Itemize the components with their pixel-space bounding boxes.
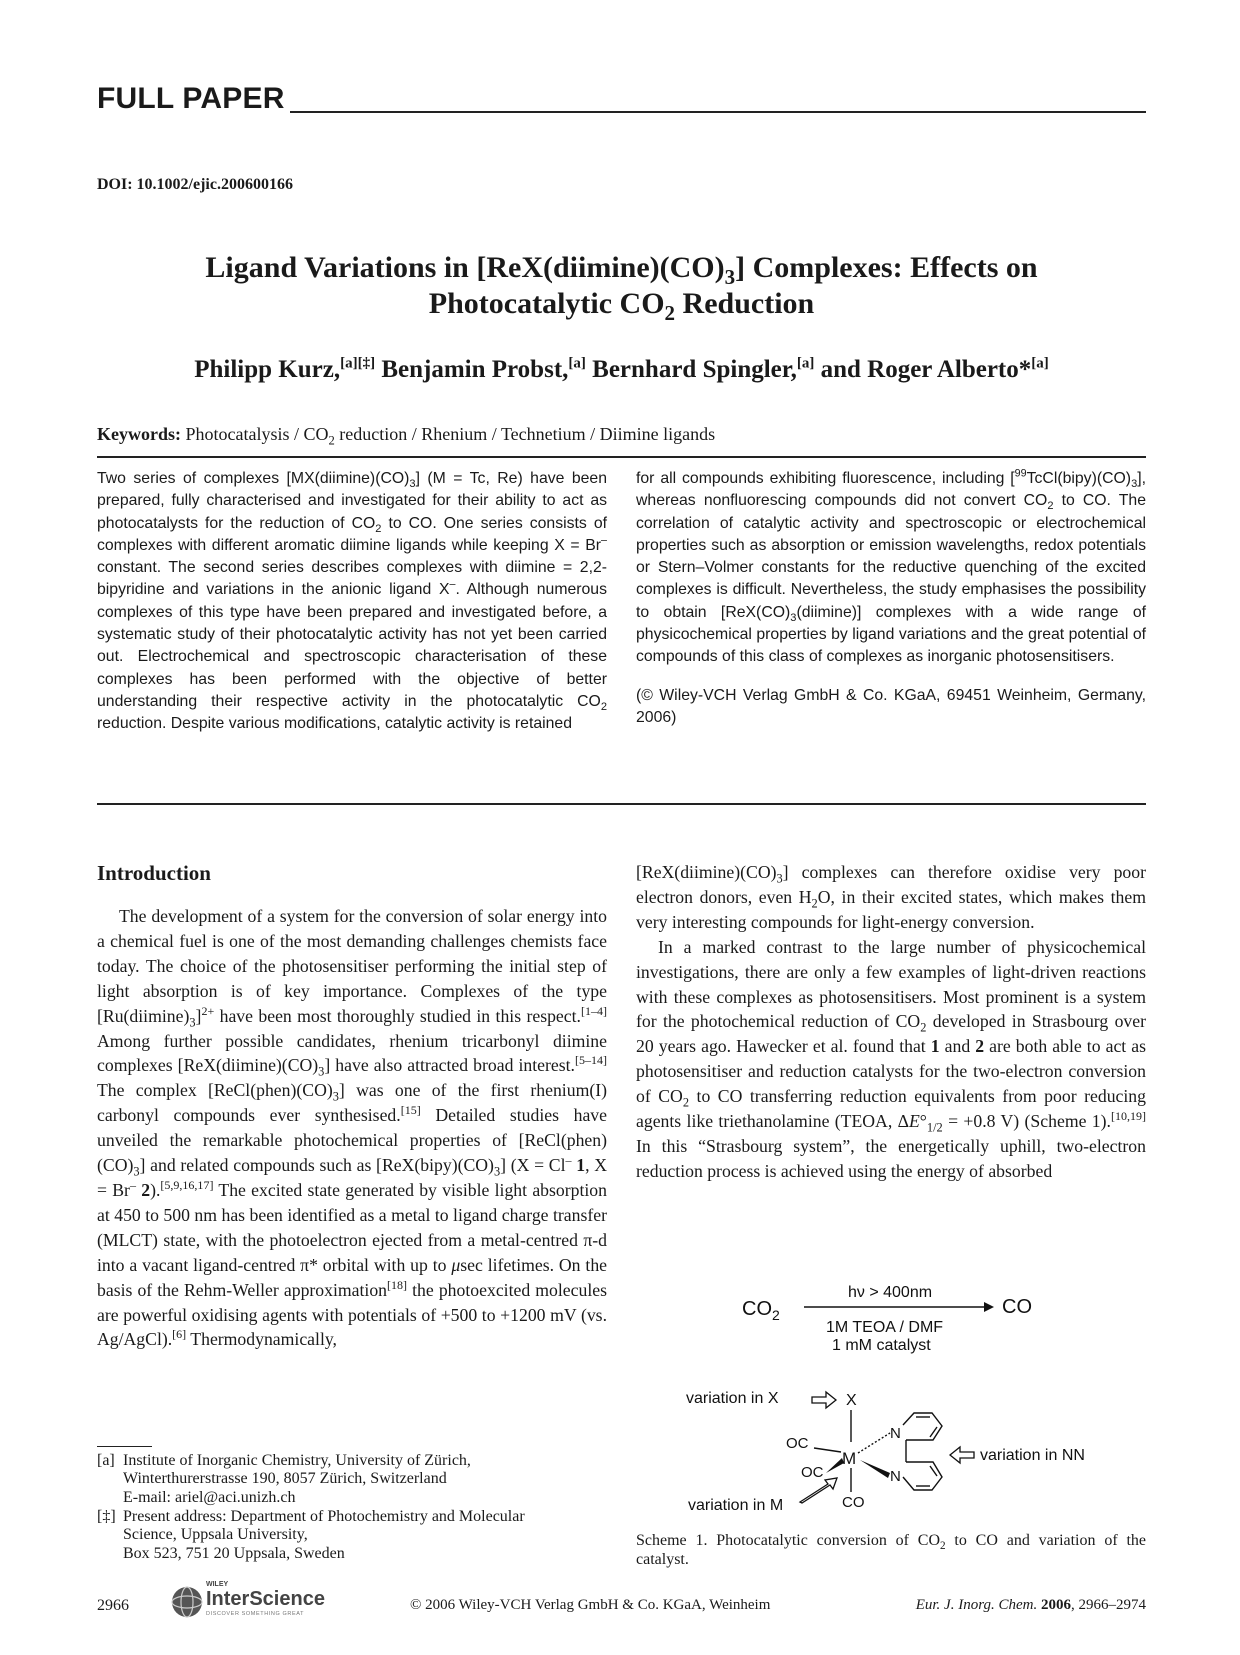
author: Benjamin Probst, [375,356,569,383]
variation-nn-label: variation in NN [980,1447,1085,1464]
open-arrow-icon [812,1392,836,1408]
footnote-present-address: [‡] Present address: Department of Photochemistry and Molecular Science, Uppsala University, Box 523, 751 20 Uppsala, Sweden [97,1508,525,1562]
intro-right-column [636,860,1146,1184]
footer-copyright: © 2006 Wiley-VCH Verlag GmbH & Co. KGaA, Weinheim [410,1597,771,1613]
abstract-left: Two series of complexes $[MX(diimine)(CO)_3] (M = Tc$, Re) have been prepared, fully characterised and investigated for their ability to act as photocatalysts for the reduction of $CO_2$ to CO. One series consists of complexes with different aromatic diimine ligands while keeping X = Br– constant. The second series describes complexes with diimine = 2,2-bipyridine and variations in the anionic ligand X–. Although numerous complexes of this type have been prepared and investigated before, a systematic study of their photocatalytic activity has not yet been carried out. Electrochemical and spectroscopic characterisation of these complexes has been performed with the objective of better understanding their respective activity in the photocatalytic $CO_2$ reduction. Despite various modifications, catalytic activity is retained [97,470,607,733]
affiliation-mark: [a][‡] [340,355,376,372]
open-arrow-icon [950,1447,974,1463]
keywords: Keywords: Photocatalysis / $CO_2$ reduction / Rhenium / Technetium / Diimine ligands [97,424,716,448]
keywords-rule [97,456,1146,458]
footnote-a: [a] Institute of Inorganic Chemistry, University of Zürich, Winterthurerstrasse 190, 8057 Zürich, Switzerland E-mail: ariel@aci.unizh.ch [97,1452,471,1506]
arrow-head [984,1302,994,1312]
footnote-rule [97,1446,152,1447]
author-list [97,356,1146,384]
affiliation-mark: [a] [796,355,815,372]
section-heading: Introduction [97,861,211,885]
hashed-bond-n1 [858,1433,890,1453]
scheme-caption: Scheme 1. Photocatalytic conversion of $CO_2$ to CO and variation of the catalyst. [636,1532,1147,1568]
abstract-rule [97,803,1146,805]
header-rule [290,111,1146,113]
product-label: CO [1002,1296,1032,1318]
author: Bernhard Spingler, [585,356,797,383]
bond-m-oc1 [814,1448,841,1452]
variation-m-label: variation in M [688,1497,784,1514]
interscience-logo: WILEY InterScience DISCOVER SOMETHING GREAT [170,1581,340,1621]
variation-x-label: variation in X [686,1390,779,1407]
condition-catalyst: 1 mM catalyst [832,1337,931,1354]
atom-n-2: N [890,1468,901,1485]
intro-paragraph-2: $[ReX(diimine)(CO)_3]$ complexes can therefore oxidise very poor electron donors, even $H_2O$, in their excited states, which makes them very interesting compounds for light-energy conversion. [636,862,1146,932]
intro-paragraph-1: The development of a system for the conversion of solar energy into a chemical fuel is one of the most demanding challenges chemists face today. The choice of the photosensitiser performing the initial step of light absorption is of key importance. Complexes of the type $[Ru(diimine)_3]^{2+}$ have been most thoroughly studied in this respect.[1–4] Among further possible candidates, rhenium tricarbonyl diimine complexes $[ReX(diimine)(CO)_3]$ have also attracted broad interest.[5–14] The complex $[ReCl(phen)(CO)_3]$ was one of the first rhenium(I) carbonyl compounds ever synthesised.[15] Detailed studies have unveiled the remarkable photochemical properties of $[ReCl(phen)(CO)_3]$ and related compounds such as $[ReX(bipy)(CO)_3] (X = Cl^-$ 1, X = Br– 2).[5,9,16,17] The excited state generated by visible light absorption at 450 to 500 nm has been identified as a metal to ligand charge transfer (MLCT) state, with the photoelectron ejected from a metal-centred π-d into a vacant ligand-centred π* orbital with up to μsec lifetimes. On the basis of the Rehm-Weller approximation[18] the photoexcited molecules are powerful oxidising agents with potentials of +500 to +1200 mV (vs. Ag/AgCl).[6] Thermodynamically, [97,906,608,1350]
open-arrow-icon [800,1478,837,1503]
atom-x: X [846,1392,857,1409]
affiliation-mark: [a] [1031,355,1049,372]
page-number: 2966 [97,1597,129,1614]
atom-oc-1: OC [786,1435,809,1452]
abstract-copyright: (© Wiley-VCH Verlag GmbH & Co. KGaA, 69451 Weinheim, Germany, 2006) [636,686,1146,726]
reactant-label: $CO_2$ [742,1298,780,1323]
intro-paragraph-3: In a marked contrast to the large number of physicochemical investigations, there are only a few examples of light-driven reactions with these complexes as photosensitisers. Most prominent is a system for the photochemical reduction of $CO_2$ developed in Strasbourg over 20 years ago. Hawecker et al. found that 1 and 2 are both able to act as photosensitiser and reduction catalysts for the two-electron conversion of $CO_2$ to CO transferring reduction equivalents from poor reducing agents like triethanolamine (TEOA, $\Delta E^\circ_{1/2} = +0.8$ V) (Scheme 1).[10,19] In this “Strasbourg system”, the energetically uphill, two-electron reduction process is achieved using the energy of absorbed [636,936,1146,1181]
paper-title: Ligand Variations in $[ReX(diimine)(CO)_3]$ Complexes: Effects on Photocatalytic $CO_2$ Reduction [205,251,1038,325]
section-label: FULL PAPER [97,82,285,115]
author: and Roger Alberto* [814,356,1032,383]
atom-m: M [842,1449,857,1468]
wedge-bond-n2 [860,1460,890,1478]
journal-citation: Eur. J. Inorg. Chem. 2006, 2966–2974 [915,1597,1146,1613]
atom-n-1: N [890,1425,901,1442]
scheme-1-figure [636,1270,1146,1520]
condition-solvent: 1M TEOA / DMF [826,1319,944,1336]
globe-icon [170,1585,204,1619]
atom-co: CO [842,1494,865,1511]
doi: DOI: 10.1002/ejic.200600166 [97,176,293,193]
condition-light: hν > 400nm [848,1284,933,1301]
affiliation-mark: [a] [568,355,586,372]
bipyridine-ligand [903,1413,942,1490]
author: Philipp Kurz, [194,356,341,383]
abstract-right: for all compounds exhibiting fluorescence, including $[^{99}TcCl(bipy)(CO)_3]$, whereas nonfluorescing compounds did not convert $CO_2$ to CO. The correlation of catalytic activity and spectroscopic or electrochemical properties such as absorption or emission wavelengths, redox potentials or Stern–Volmer constants for the reductive quenching of the excited complexes is difficult. Nevertheless, the study emphasises the possibility to obtain $[ReX(CO)_3(diimine)]$ complexes with a wide range of physicochemical properties by ligand variations and the great potential of compounds of this class of complexes as inorganic photosensitisers. (© Wiley-VCH Verlag GmbH & Co. KGaA, 69451 Weinheim, Germany, 2006) [636,468,1146,729]
atom-oc-2: OC [801,1464,824,1481]
